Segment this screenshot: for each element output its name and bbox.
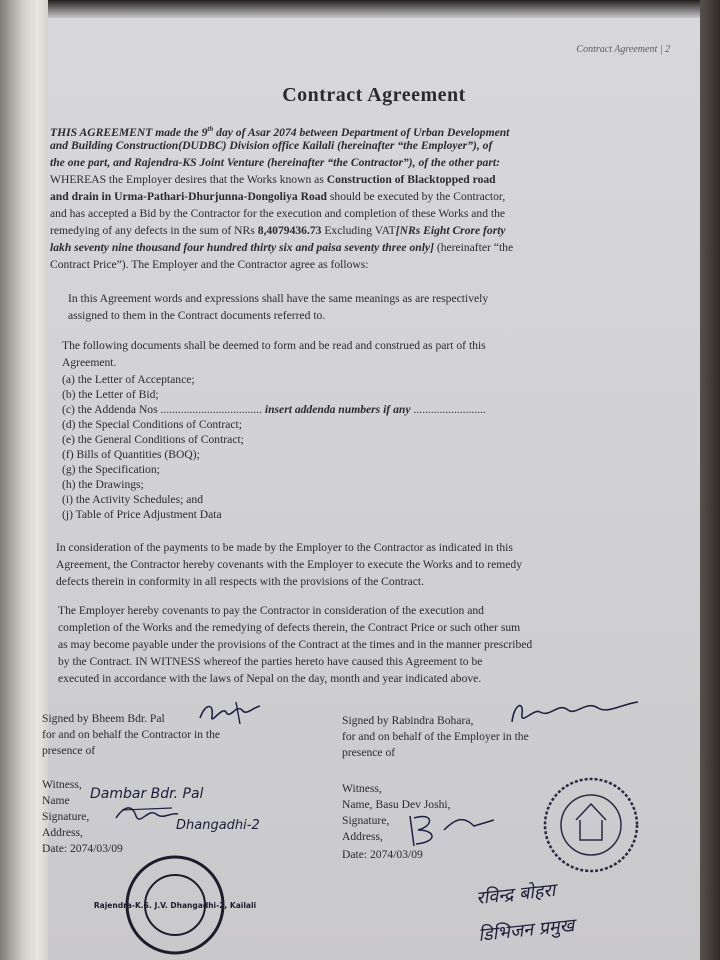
clause2-line-1: The following documents shall be deemed to form and be read and construed as part of this [62, 339, 486, 352]
document-page [42, 0, 700, 960]
intro-line-8: lakh seventy nine thousand four hundred thirty six and paisa seventy three only] (hereinafter “the [50, 241, 514, 254]
employer-signature-scribble [506, 692, 646, 732]
handwritten-witness-address: Dhangadhi-2 [176, 818, 260, 833]
intro-line-6: and has accepted a Bid by the Contractor for the execution and completion of these Works and the [50, 207, 506, 220]
desk-background [698, 0, 720, 960]
doc-list-item: (j) Table of Price Adjustment Data [62, 508, 222, 521]
intro-line-4: WHEREAS the Employer desires that the Works known as Construction of Blacktopped road [50, 173, 496, 186]
handwritten-witness-name: Dambar Bdr. Pal [90, 786, 204, 802]
right-address-label: Address, [342, 830, 383, 843]
doc-list-item: (e) the General Conditions of Contract; [62, 433, 244, 446]
left-witness: Witness, [42, 778, 82, 791]
contractor-signature-scribble [196, 698, 266, 732]
employer-stamp [536, 770, 646, 880]
contractor-stamp [93, 850, 257, 960]
clause1-line-1: In this Agreement words and expressions shall have the same meanings as are respectively [68, 292, 489, 305]
intro-line-1: THIS AGREEMENT made the 9th day of Asar 2074 between Department of Urban Development [50, 125, 510, 139]
clause3-line-1: In consideration of the payments to be made by the Employer to the Contractor as indicated in this [56, 541, 513, 554]
clause4-line-2: completion of the Works and the remedying of defects therein, the Contract Price or such other sum [58, 621, 521, 634]
employer-witness-signature-scribble [404, 808, 500, 852]
clause4-line-5: executed in accordance with the laws of Nepal on the day, month and year indicated above. [58, 672, 482, 685]
running-header: Contract Agreement | 2 [576, 44, 670, 55]
left-name-label: Name [42, 794, 70, 807]
right-presence: presence of [342, 746, 396, 759]
doc-list-item: (g) the Specification; [62, 463, 160, 476]
doc-list-item: (c) the Addenda Nos ................................... insert addenda numbers if any ......................... [62, 403, 486, 416]
witness-signature-scribble [112, 800, 182, 830]
clause2-line-2: Agreement. [62, 356, 117, 369]
right-date: Date: 2074/03/09 [342, 848, 423, 861]
clause4-line-4: by the Contract. IN WITNESS whereof the parties hereto have caused this Agreement to be [58, 655, 483, 668]
right-behalf: for and on behalf of the Employer in the [342, 730, 529, 743]
page-shadow [48, 0, 700, 18]
left-date: Date: 2074/03/09 [42, 842, 123, 855]
document-title: Contract Agreement [282, 84, 466, 106]
doc-list-item: (h) the Drawings; [62, 478, 144, 491]
employer-handwritten-name: रविन्द्र बोहरा [475, 879, 557, 910]
intro-line-5: and drain in Urma-Pathari-Dhurjunna-Dongoliya Road should be executed by the Contractor, [50, 190, 506, 203]
doc-list-item: (b) the Letter of Bid; [62, 388, 159, 401]
left-address-label: Address, [42, 826, 83, 839]
doc-list-item: (i) the Activity Schedules; and [62, 493, 204, 506]
intro-line-7: remedying of any defects in the sum of NRs 8,4079436.73 Excluding VAT[NRs Eight Crore forty [50, 224, 506, 237]
doc-list-item: (a) the Letter of Acceptance; [62, 373, 195, 386]
intro-line-2: and Building Construction(DUDBC) Division office Kailali (hereinafter “the Employer”), of [50, 139, 493, 152]
clause3-line-3: defects therein in conformity in all respects with the provisions of the Contract. [56, 575, 425, 588]
left-signature-label: Signature, [42, 810, 90, 823]
right-name: Name, Basu Dev Joshi, [342, 798, 451, 811]
right-signed-by: Signed by Rabindra Bohara, [342, 714, 474, 727]
left-presence: presence of [42, 744, 96, 757]
clause4-line-1: The Employer hereby covenants to pay the Contractor in consideration of the execution and [58, 604, 484, 617]
doc-list-item: (d) the Special Conditions of Contract; [62, 418, 242, 431]
left-behalf: for and on behalf the Contractor in the [42, 728, 221, 741]
clause3-line-2: Agreement, the Contractor hereby covenants with the Employer to execute the Works and to remedy [56, 558, 522, 571]
right-witness: Witness, [342, 782, 382, 795]
contractor-stamp-text: Rajendra-K.S. J.V. Dhangadhi-2, Kailali [93, 901, 257, 910]
employer-handwritten-title: डिभिजन प्रमुख [477, 915, 576, 946]
intro-line-3: the one part, and Rajendra-KS Joint Venture (hereinafter “the Contractor”), of the other part: [50, 156, 500, 169]
clause4-line-3: as may become payable under the provisions of the Contract at the times and in the manner prescribed [58, 638, 533, 651]
clause1-line-2: assigned to them in the Contract documents referred to. [68, 309, 326, 322]
intro-line-9: Contract Price”). The Employer and the Contractor agree as follows: [50, 258, 369, 271]
right-signature-label: Signature, [342, 814, 390, 827]
doc-list-item: (f) Bills of Quantities (BOQ); [62, 448, 200, 461]
left-signed-by: Signed by Bheem Bdr. Pal [42, 712, 165, 725]
